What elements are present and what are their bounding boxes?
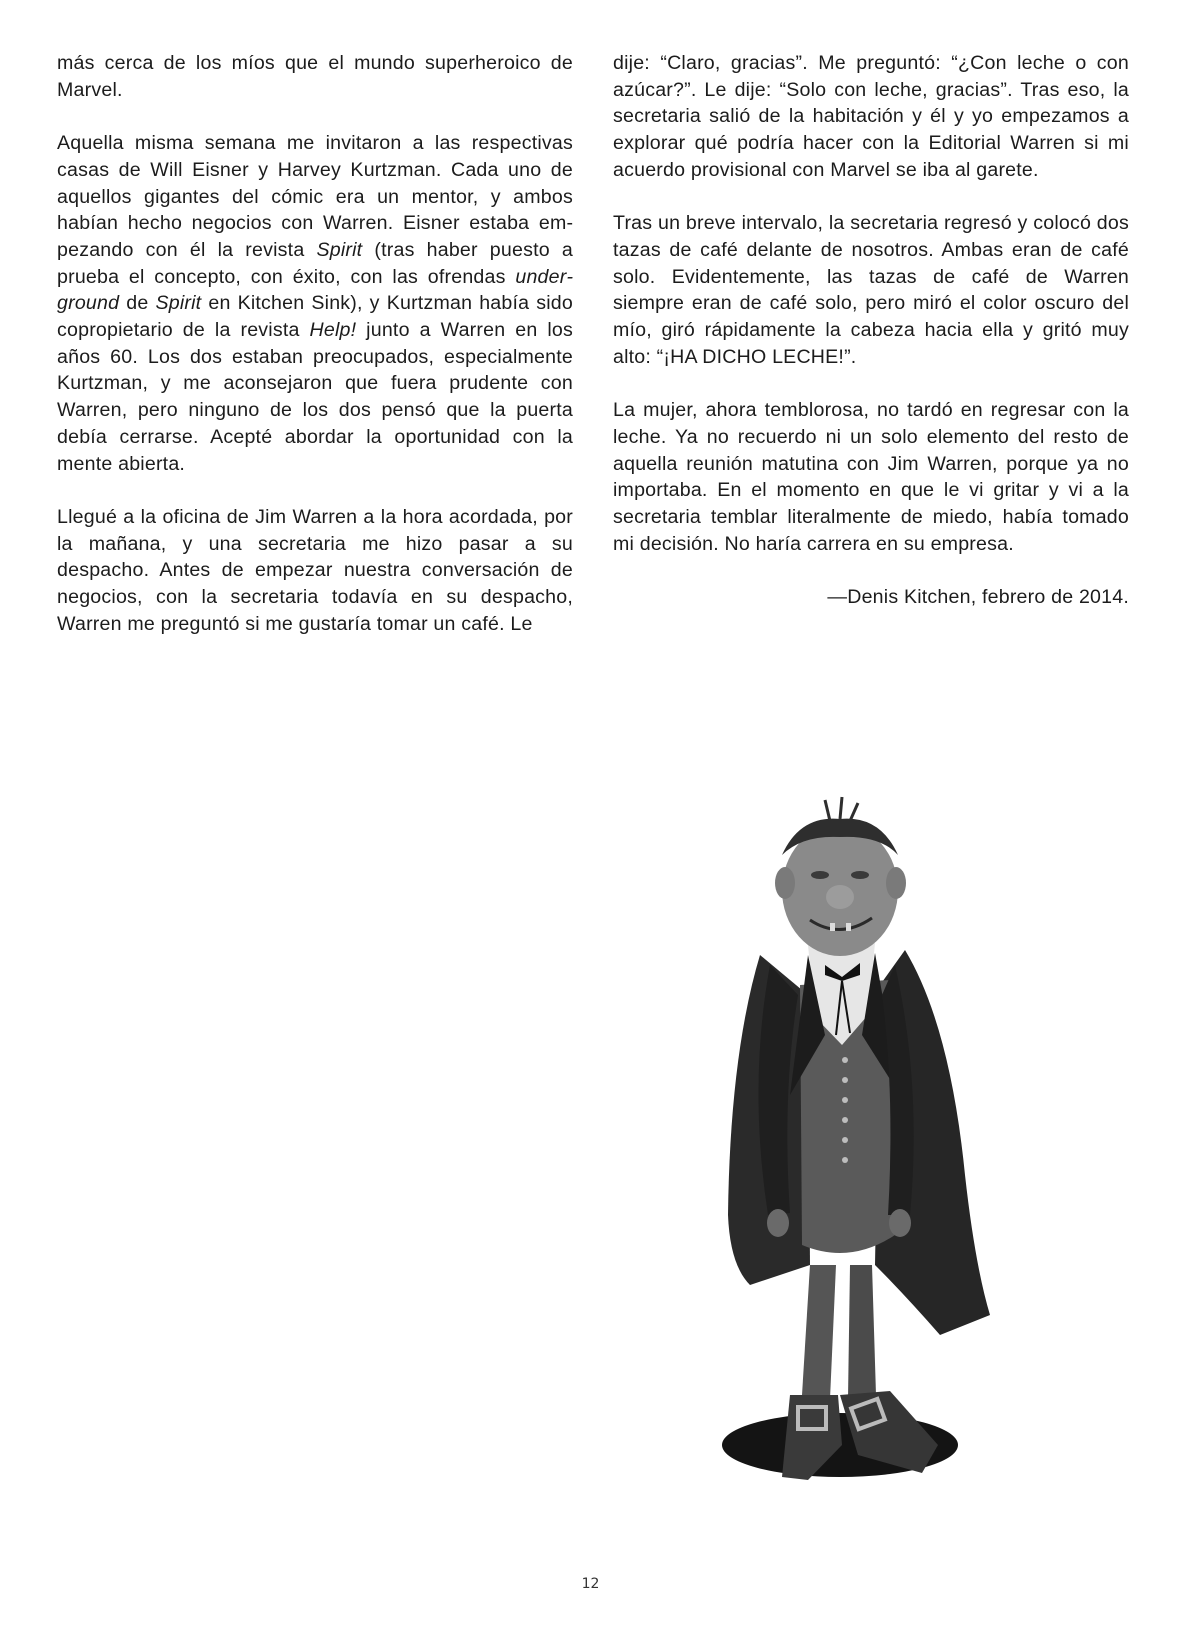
text-run: de	[119, 292, 156, 315]
italic-text: Spirit	[155, 292, 202, 315]
paragraph	[57, 130, 573, 477]
paragraph: más cerca de los míos que el mundo superheroico de Marvel.	[57, 52, 573, 101]
italic-text: Help!	[309, 319, 357, 342]
signature: —Denis Kitchen, febrero de 2014.	[827, 586, 1129, 609]
italic-text: Spirit	[316, 238, 363, 261]
paragraph: La mujer, ahora temblorosa, no tardó en regresar con la leche. Ya no recuerdo ni un solo elemento del resto de aquella reunión matutina con Jim Warren, porque ya no importaba. En el momento en que le vi gritar y vi a la secretaria temblar literalmente de miedo, había tomado mi decisión. No haría carrera en su empresa.	[613, 399, 1129, 555]
paragraph: Llegué a la oficina de Jim Warren a la hora acordada, por la mañana, y una secretaria me hizo pasar a su despacho. Antes de empezar nuestra conversación de negocios, con la secretaria todavía en su despacho, Warren me preguntó si me gustaría tomar un café. Le	[57, 505, 573, 635]
right-text-column	[613, 50, 1129, 611]
text-run: en Kitchen Sink), y Kurtzman había sido copropietario de la revista	[57, 292, 573, 342]
page-number: 12	[581, 1576, 600, 1592]
paragraph: Tras un breve intervalo, la secretaria regresó y colocó dos tazas de café delante de nosotros. Ambas eran de café solo. Evidentemente, las tazas de café de Warren siempre eran de café solo, pero miró el color oscuro del mío, giró rápidamente la cabeza hacia ella y gritó muy alto: “¡HA DICHO LECHE!”.	[613, 212, 1129, 368]
text-run: Aquella misma semana me invitaron a las respectivas casas de Will Eisner y Harvey Kurtzman. Cada uno de aquellos gigantes del cómic era un mentor, y ambos habían hecho negocios con Warren. Eisner estaba empezando con él la revista	[57, 132, 573, 261]
text-run: (tras haber puesto a prueba el concepto, con éxito, con las ofrendas	[57, 238, 573, 288]
paragraph: dije: “Claro, gracias”. Me preguntó: “¿Con leche o con azúcar?”. Le dije: “Solo con leche, gracias”. Tras eso, la secretaria salió de la habitación y él y yo empezamos a explorar qué podría hacer con la Editorial Warren si mi acuerdo provisional con Marvel se iba al garete.	[613, 52, 1129, 181]
character-illustration	[690, 795, 1010, 1507]
italic-text: underground	[57, 265, 573, 315]
text-run: junto a Warren en los años 60. Los dos estaban preocupados, especialmente Kurtzman, y me aconsejaron que fuera prudente con Warren, pero ninguno de los dos pensó que la puerta debía cerrarse. Acepté abordar la oportunidad con la mente abierta.	[57, 319, 573, 475]
left-text-column	[57, 50, 573, 637]
